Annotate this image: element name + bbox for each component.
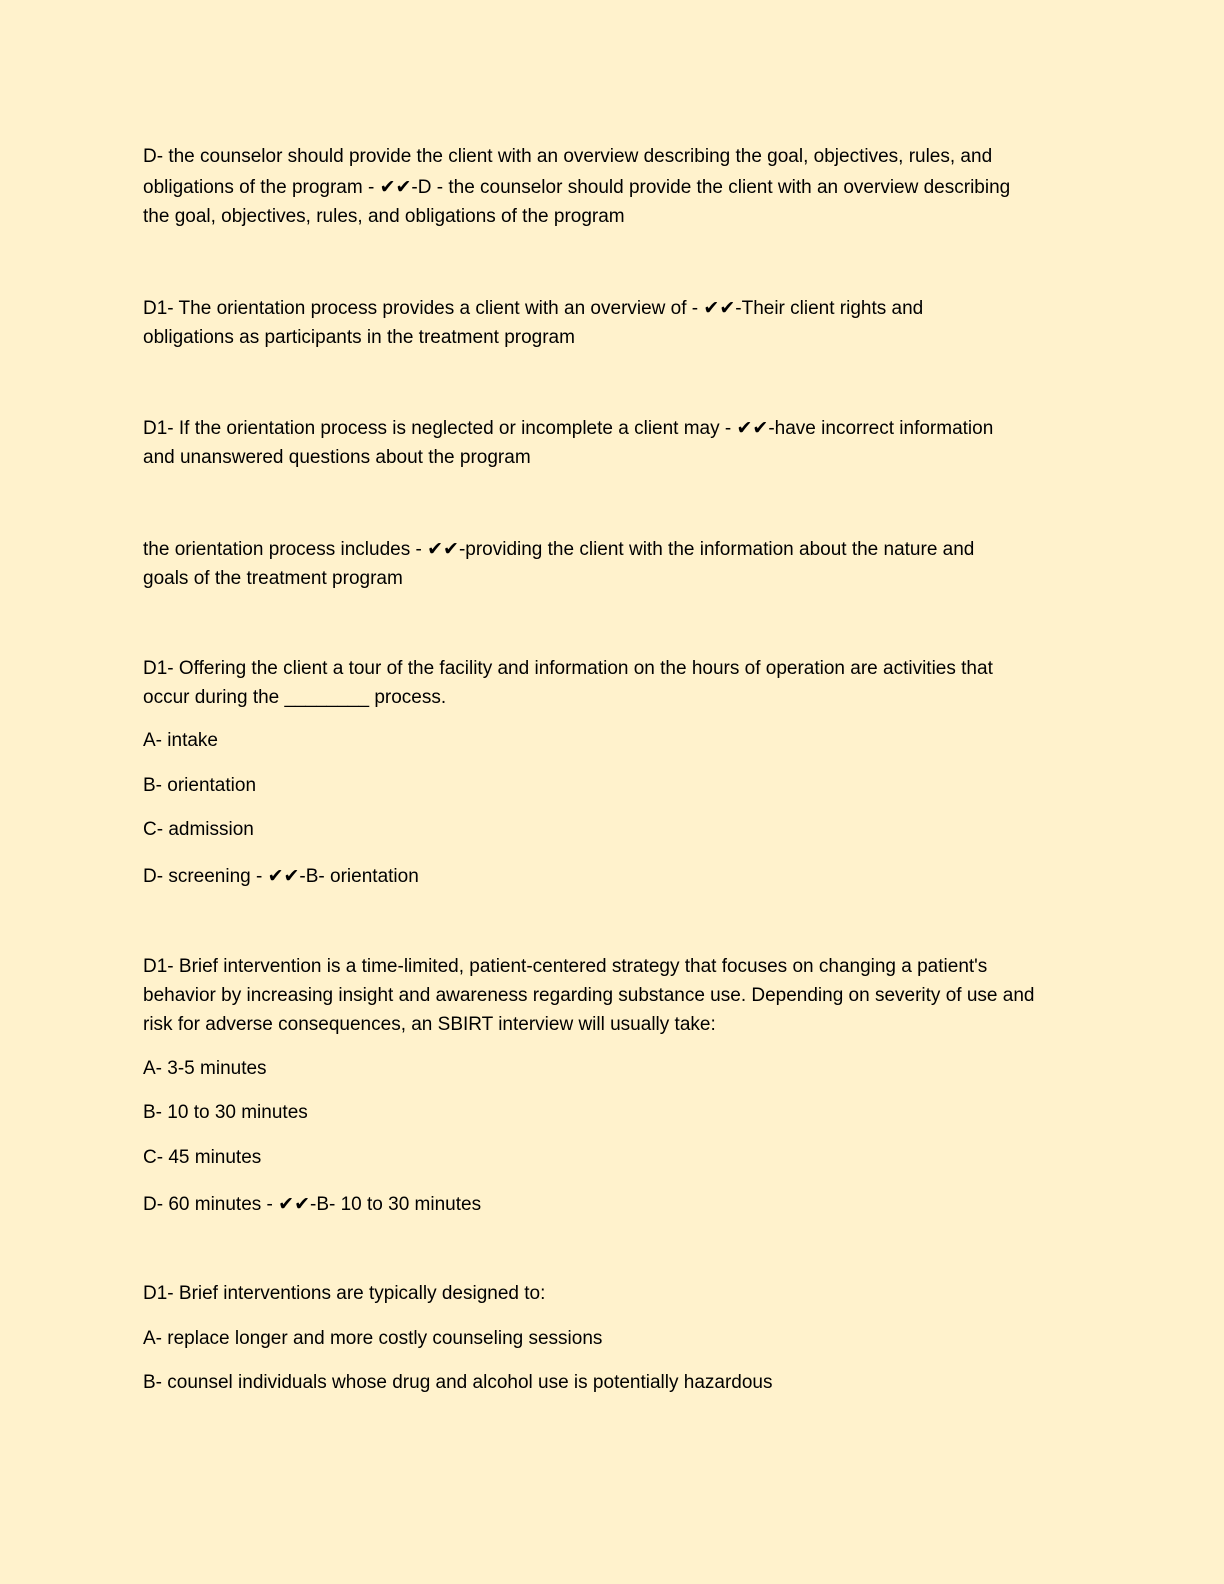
question-2-line-2: obligations as participants in the treatment program bbox=[143, 327, 575, 348]
question-6-option-c: C- 45 minutes bbox=[143, 1147, 262, 1168]
question-4-line-2: goals of the treatment program bbox=[143, 568, 403, 589]
question-5-option-d-answer: D- screening - ✔✔-B- orientation bbox=[143, 866, 419, 887]
question-6-line-3: risk for adverse consequences, an SBIRT interview will usually take: bbox=[143, 1014, 716, 1035]
question-5-option-a: A- intake bbox=[143, 730, 218, 751]
question-5-option-b: B- orientation bbox=[143, 775, 257, 796]
question-1-line-2: obligations of the program - ✔✔-D - the counselor should provide the client with an overview describing bbox=[143, 177, 1011, 198]
question-2-line-1: D1- The orientation process provides a client with an overview of - ✔✔-Their client rights and bbox=[143, 298, 924, 319]
question-5-line-1: D1- Offering the client a tour of the facility and information on the hours of operation are activities that bbox=[143, 658, 993, 679]
question-1-line-3: the goal, objectives, rules, and obligations of the program bbox=[143, 206, 625, 227]
question-7-option-b: B- counsel individuals whose drug and alcohol use is potentially hazardous bbox=[143, 1372, 773, 1393]
question-6-line-2: behavior by increasing insight and awareness regarding substance use. Depending on severity of use and bbox=[143, 985, 1035, 1006]
question-4-line-1: the orientation process includes - ✔✔-providing the client with the information about the nature and bbox=[143, 539, 975, 560]
question-5-option-c: C- admission bbox=[143, 819, 254, 840]
question-3-line-1: D1- If the orientation process is neglected or incomplete a client may - ✔✔-have incorrect information bbox=[143, 418, 994, 439]
question-7-line-1: D1- Brief interventions are typically designed to: bbox=[143, 1283, 546, 1304]
question-6-option-d-answer: D- 60 minutes - ✔✔-B- 10 to 30 minutes bbox=[143, 1194, 482, 1215]
question-3-line-2: and unanswered questions about the program bbox=[143, 447, 531, 468]
question-6-line-1: D1- Brief intervention is a time-limited, patient-centered strategy that focuses on changing a patient's bbox=[143, 956, 988, 977]
question-7-option-a: A- replace longer and more costly counseling sessions bbox=[143, 1328, 603, 1349]
question-6-option-b: B- 10 to 30 minutes bbox=[143, 1102, 308, 1123]
question-6-option-a: A- 3-5 minutes bbox=[143, 1058, 267, 1079]
question-1-line-1: D- the counselor should provide the client with an overview describing the goal, objectives, rules, and bbox=[143, 146, 993, 167]
question-5-line-2: occur during the ________ process. bbox=[143, 687, 447, 708]
